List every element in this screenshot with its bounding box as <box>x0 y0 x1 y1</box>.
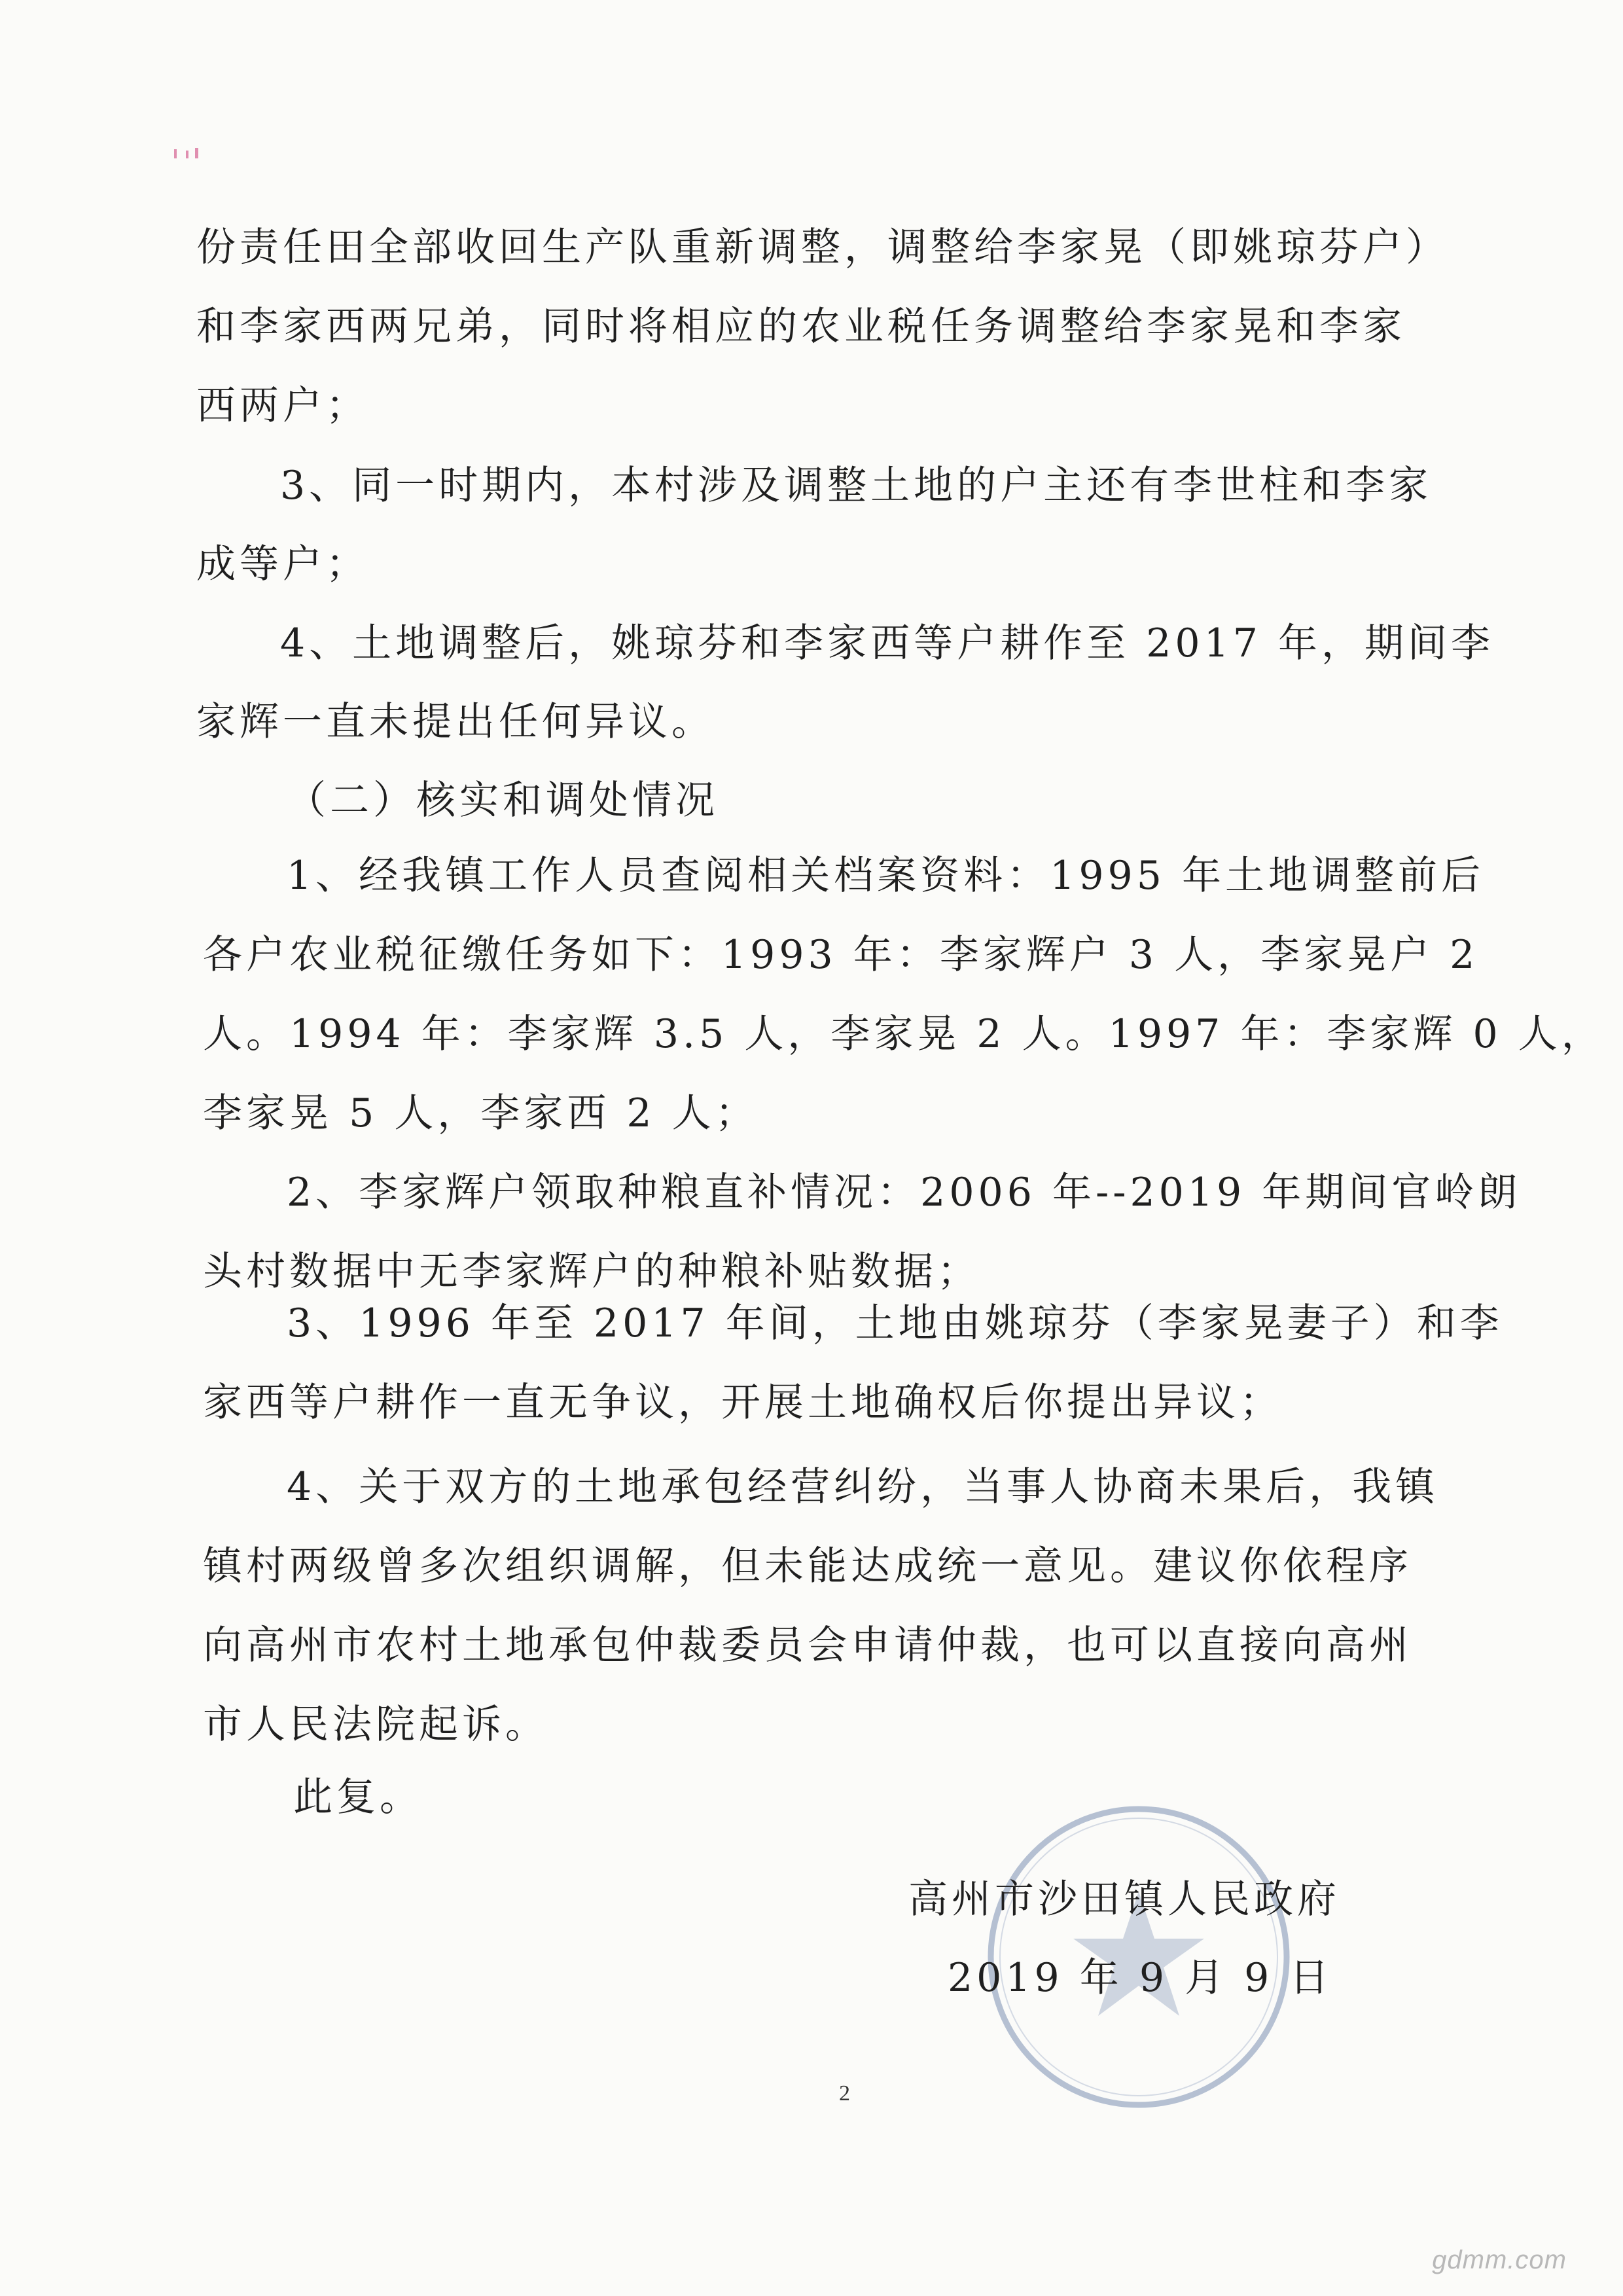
signature-organization: 高州市沙田镇人民政府 <box>908 1876 1340 1922</box>
body-line-11: 人。1994 年：李家辉 3.5 人，李家晃 2 人。1997 年：李家辉 0 人， <box>203 1011 1605 1057</box>
signature-date: 2019 年 9 月 9 日 <box>948 1955 1333 2001</box>
body-line-1: 份责任田全部收回生产队重新调整，调整给李家晃（即姚琼芬户） <box>196 224 1449 270</box>
scan-speck-marks <box>171 144 204 164</box>
body-line-9: 1、经我镇工作人员查阅相关档案资料：1995 年土地调整前后 <box>287 853 1484 899</box>
body-line-5: 成等户； <box>196 541 369 587</box>
body-line-15: 3、1996 年至 2017 年间，土地由姚琼芬（李家晃妻子）和李 <box>287 1300 1503 1346</box>
closing-line: 此复。 <box>293 1774 423 1820</box>
body-line-17: 4、关于双方的土地承包经营纠纷，当事人协商未果后，我镇 <box>287 1464 1439 1510</box>
body-line-10: 各户农业税征缴任务如下：1993 年：李家辉户 3 人，李家晃户 2 <box>203 932 1479 978</box>
body-line-4: 3、同一时期内，本村涉及调整土地的户主还有李世柱和李家 <box>280 463 1433 509</box>
body-line-12: 李家晃 5 人，李家西 2 人； <box>203 1090 758 1136</box>
body-line-13: 2、李家辉户领取种粮直补情况：2006 年--2019 年期间官岭朗 <box>287 1170 1522 1215</box>
body-line-2: 和李家西两兄弟，同时将相应的农业税任务调整给李家晃和李家 <box>196 304 1406 350</box>
body-line-16: 家西等户耕作一直无争议，开展土地确权后你提出异议； <box>203 1380 1283 1426</box>
body-line-7: 家辉一直未提出任何异议。 <box>196 699 715 745</box>
page-number: 2 <box>839 2081 850 2106</box>
body-line-20: 市人民法院起诉。 <box>203 1702 548 1748</box>
body-line-19: 向高州市农村土地承包仲裁委员会申请仲裁，也可以直接向高州 <box>203 1623 1412 1668</box>
body-line-3: 西两户； <box>196 383 369 429</box>
body-line-6: 4、土地调整后，姚琼芬和李家西等户耕作至 2017 年，期间李 <box>280 620 1495 666</box>
section-heading: （二）核实和调处情况 <box>287 778 719 823</box>
body-line-18: 镇村两级曾多次组织调解，但未能达成统一意见。建议你依程序 <box>203 1543 1412 1589</box>
body-line-14: 头村数据中无李家辉户的种粮补贴数据； <box>203 1249 980 1295</box>
site-watermark: gdmm.com <box>1432 2246 1567 2274</box>
